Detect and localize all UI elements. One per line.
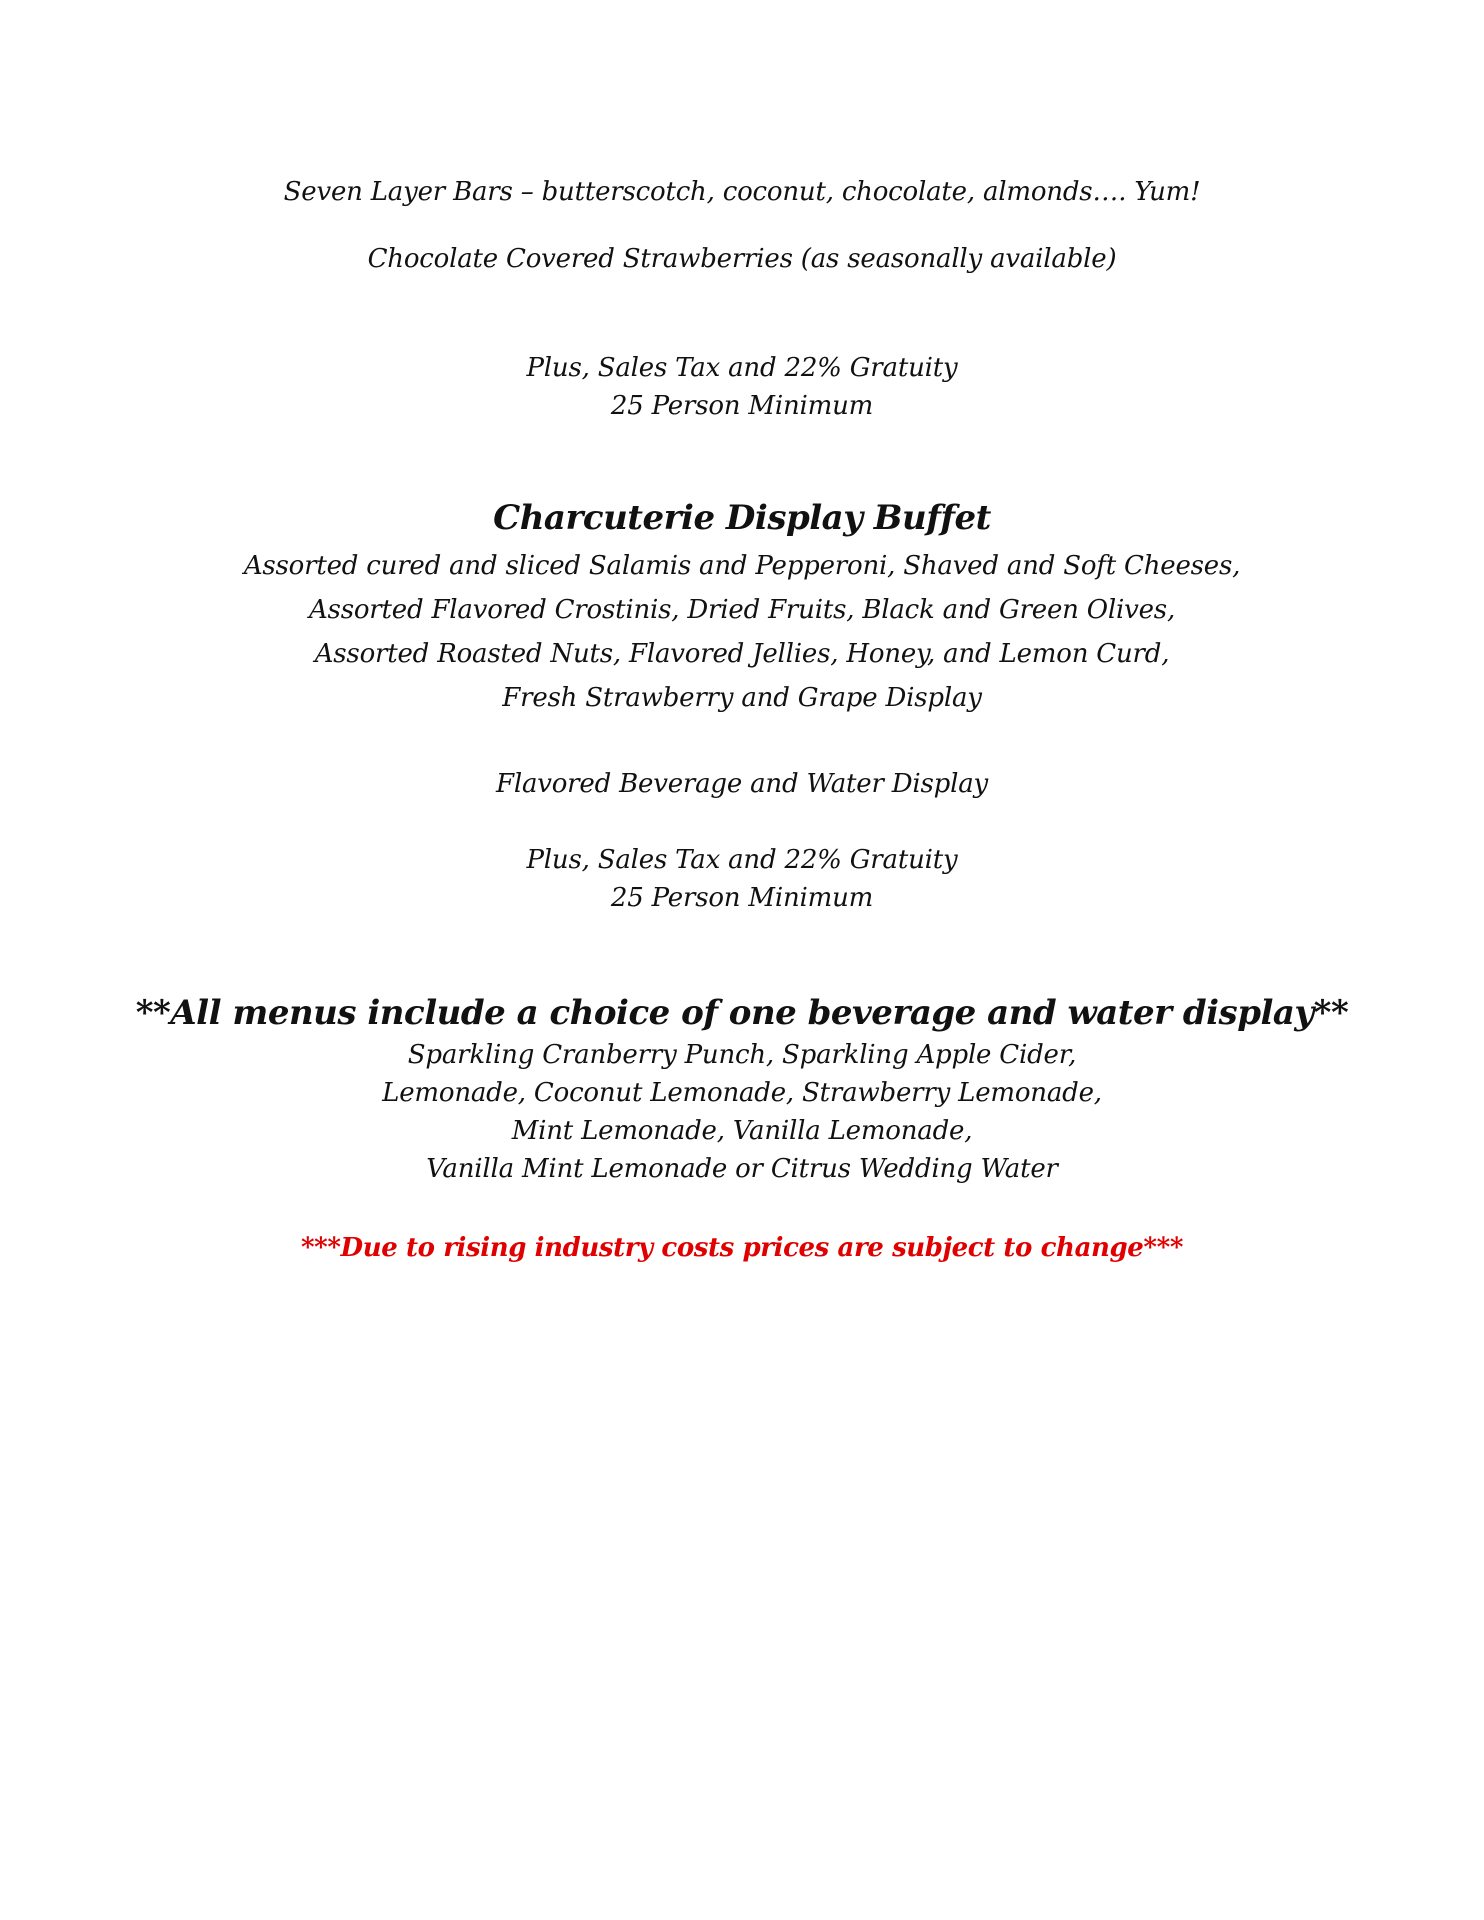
charcuterie-minimum: 25 Person Minimum	[610, 883, 874, 913]
charcuterie-line-3: Assorted Roasted Nuts, Flavored Jellies, Honey, and Lemon Curd,	[314, 639, 1170, 669]
price-change-notice: ***Due to rising industry costs prices are subject to change***	[300, 1233, 1184, 1263]
beverages-title: **All menus include a choice of one beverage and water display**	[135, 993, 1349, 1033]
charcuterie-line-2: Assorted Flavored Crostinis, Dried Fruits, Black and Green Olives,	[308, 595, 1176, 625]
dessert-minimum: 25 Person Minimum	[610, 391, 874, 421]
beverage-line-3: Mint Lemonade, Vanilla Lemonade,	[511, 1116, 973, 1146]
dessert-item-seven-layer-bars: Seven Layer Bars – butterscotch, coconut, chocolate, almonds…. Yum!	[283, 177, 1201, 207]
beverage-line-4: Vanilla Mint Lemonade or Citrus Wedding Water	[426, 1154, 1058, 1184]
beverage-line-2: Lemonade, Coconut Lemonade, Strawberry Lemonade,	[382, 1078, 1102, 1108]
beverage-line-1: Sparkling Cranberry Punch, Sparkling Apple Cider,	[407, 1040, 1077, 1070]
charcuterie-line-4: Fresh Strawberry and Grape Display	[502, 683, 982, 713]
charcuterie-line-1: Assorted cured and sliced Salamis and Pepperoni, Shaved and Soft Cheeses,	[243, 551, 1241, 581]
charcuterie-tax-gratuity: Plus, Sales Tax and 22% Gratuity	[526, 845, 958, 875]
dessert-tax-gratuity: Plus, Sales Tax and 22% Gratuity	[526, 353, 958, 383]
dessert-item-strawberries: Chocolate Covered Strawberries (as seasonally available)	[367, 244, 1117, 274]
charcuterie-title: Charcuterie Display Buffet	[493, 498, 991, 538]
charcuterie-beverage: Flavored Beverage and Water Display	[495, 769, 988, 799]
